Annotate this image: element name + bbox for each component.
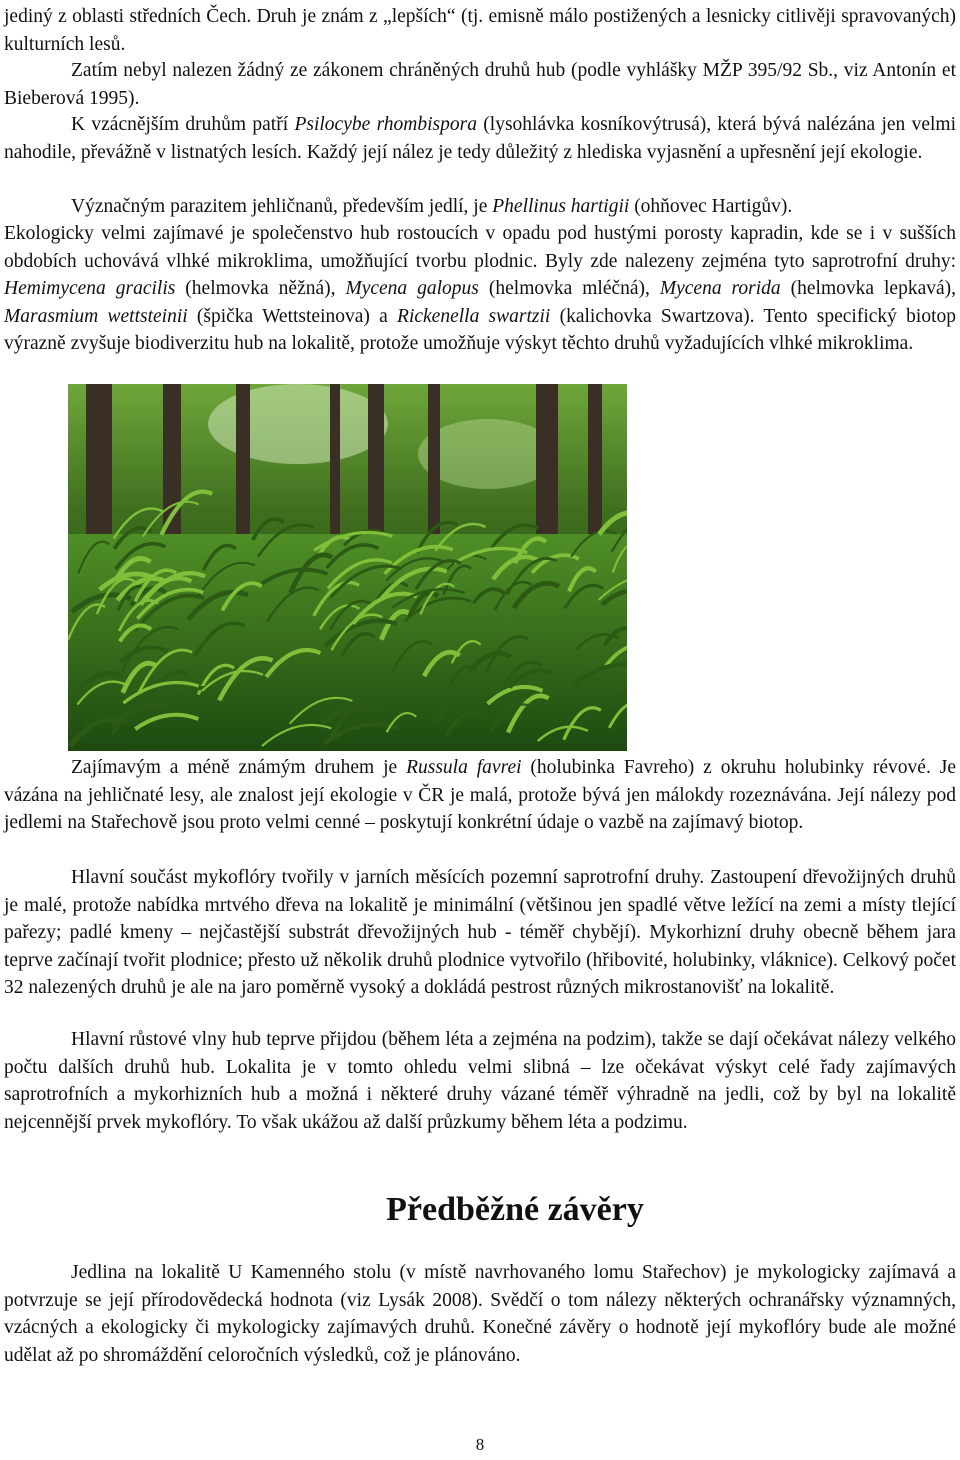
text-run: (helmovka něžná),: [175, 278, 346, 299]
text-run: Ekologicky velmi zajímavé je společenstvo hub rostoucích v opadu pod hustými porosty kapradin, kde se i v sušších obdobích uchovává vlhké mikroklima, umožňující tvorbu plodnic. Byly zde nalezeny zejména tyto saprotrofní druhy:: [4, 223, 956, 272]
text-run: Zajímavým a méně známým druhem je: [71, 757, 407, 778]
paragraph-4: [4, 193, 956, 221]
text-run: Význačným parazitem jehličnanů, především jedlí, je: [71, 196, 493, 217]
paragraph-6: [4, 754, 956, 837]
paragraph-7: [4, 864, 956, 1002]
species-name: Psilocybe rhombispora: [294, 114, 477, 135]
paragraph-5: [4, 220, 956, 358]
paragraph-3: [4, 111, 956, 166]
text-run: Zatím nebyl nalezen žádný ze zákonem chráněných druhů hub (podle vyhlášky MŽP 395/92 Sb., viz Antonín et Bieberová 1995).: [4, 60, 956, 109]
paragraph-9: [4, 1259, 956, 1369]
text-run: (kalichovka Swartzova). Tento specifický biotop výrazně zvyšuje biodiverzitu hub na lokalitě, protože umožňuje výskyt těchto druhů vyžadujících vlhké mikroklima.: [4, 305, 956, 354]
paragraph-2: [4, 57, 956, 112]
text-run: (špička Wettsteinova) a: [187, 305, 398, 327]
text-run: (ohňovec Hartigův).: [629, 196, 793, 217]
section-heading: Předběžné závěry: [386, 1191, 644, 1228]
paragraph-1: [4, 3, 956, 58]
species-name: Russula favrei: [406, 757, 522, 778]
text-run: K vzácnějším druhům patří: [71, 114, 295, 135]
species-name: Mycena rorida: [659, 278, 781, 299]
species-name: Rickenella swartzii: [397, 305, 551, 327]
page-number: 8: [475, 1435, 485, 1454]
forest-fern-photo: [68, 384, 627, 751]
text-run: (lysohlávka kosníkovýtrusá), která bývá nalézána jen velmi nahodile, převážně v listnatých lesích. Každý její nález je tedy důležitý z hlediska vyjasnění a upřesnění její ekologie.: [4, 114, 956, 163]
text-run: Hlavní součást mykoflóry tvořily v jarních měsících pozemní saprotrofní druhy. Zastoupení dřevožijných druhů je malé, protože nabídka mrtvého dřeva na lokalitě je minimální (většinou jen spadlé větve ležící na zemi a místy tlející pařezy; padlé kmeny – nejčastější substrát dřevožijných hub - téměř chybějí). Mykorhizní druhy obecně během jara teprve začínají tvořit plodnice; přesto už několik druhů plodnice vytvořilo (hřibovité, holubinky, vláknice). Celkový počet 32 nalezených druhů je ale na jaro poměrně vysoký a dokládá pestrost různých mikrostanovišť na lokalitě.: [4, 867, 956, 998]
species-name: Mycena galopus: [345, 278, 479, 299]
species-name: Phellinus hartigii: [492, 196, 630, 217]
text-run: Jedlina na lokalitě U Kamenného stolu (v místě navrhovaného lomu Stařechov) je mykologicky zajímavá a potvrzuje se její přírodovědecká hodnota (viz Lysák 2008). Svědčí o tom nálezy některých ochranářsky významných, vzácných a ekologicky či mykologicky zajímavých druhů. Konečné závěry o hodnotě její mykoflóry bude ale možné udělat až po shromáždění celoročních výsledků, což je plánováno.: [4, 1262, 956, 1366]
species-name: Hemimycena gracilis: [4, 278, 176, 299]
text-run: (helmovka mléčná),: [478, 278, 660, 299]
forest-fern-illustration: [68, 384, 627, 751]
text-run: (holubinka Favreho) z okruhu holubinky révové. Je vázána na jehličnaté lesy, ale znalost její ekologie v ČR je malá, protože bývá jen málokdy rozeznávána. Její nálezy pod jedlemi na Stařechově jsou proto velmi cenné – poskytují konkrétní údaje o vazbě na zajímavý biotop.: [4, 757, 956, 833]
species-name: Marasmium wettsteinii: [4, 305, 188, 327]
text-run: jediný z oblasti středních Čech. Druh je znám z „lepších“ (tj. emisně málo postižených a lesnicky citlivěji spravovaných) kulturních lesů.: [4, 6, 956, 55]
text-run: Hlavní růstové vlny hub teprve přijdou (během léta a zejména na podzim), takže se dají očekávat nálezy velkého počtu dalších druhů hub. Lokalita je v tomto ohledu velmi slibná – lze očekávat výskyt celé řady zajímavých saprotrofních a mykorhizních hub a možná i některé druhy vázané téměř výhradně na jedli, což by byl na lokalitě nejcennější prvek mykoflóry. To však ukážou až další průzkumy během léta a podzimu.: [4, 1029, 956, 1133]
paragraph-8: [4, 1026, 956, 1136]
text-run: (helmovka lepkavá),: [780, 278, 956, 299]
